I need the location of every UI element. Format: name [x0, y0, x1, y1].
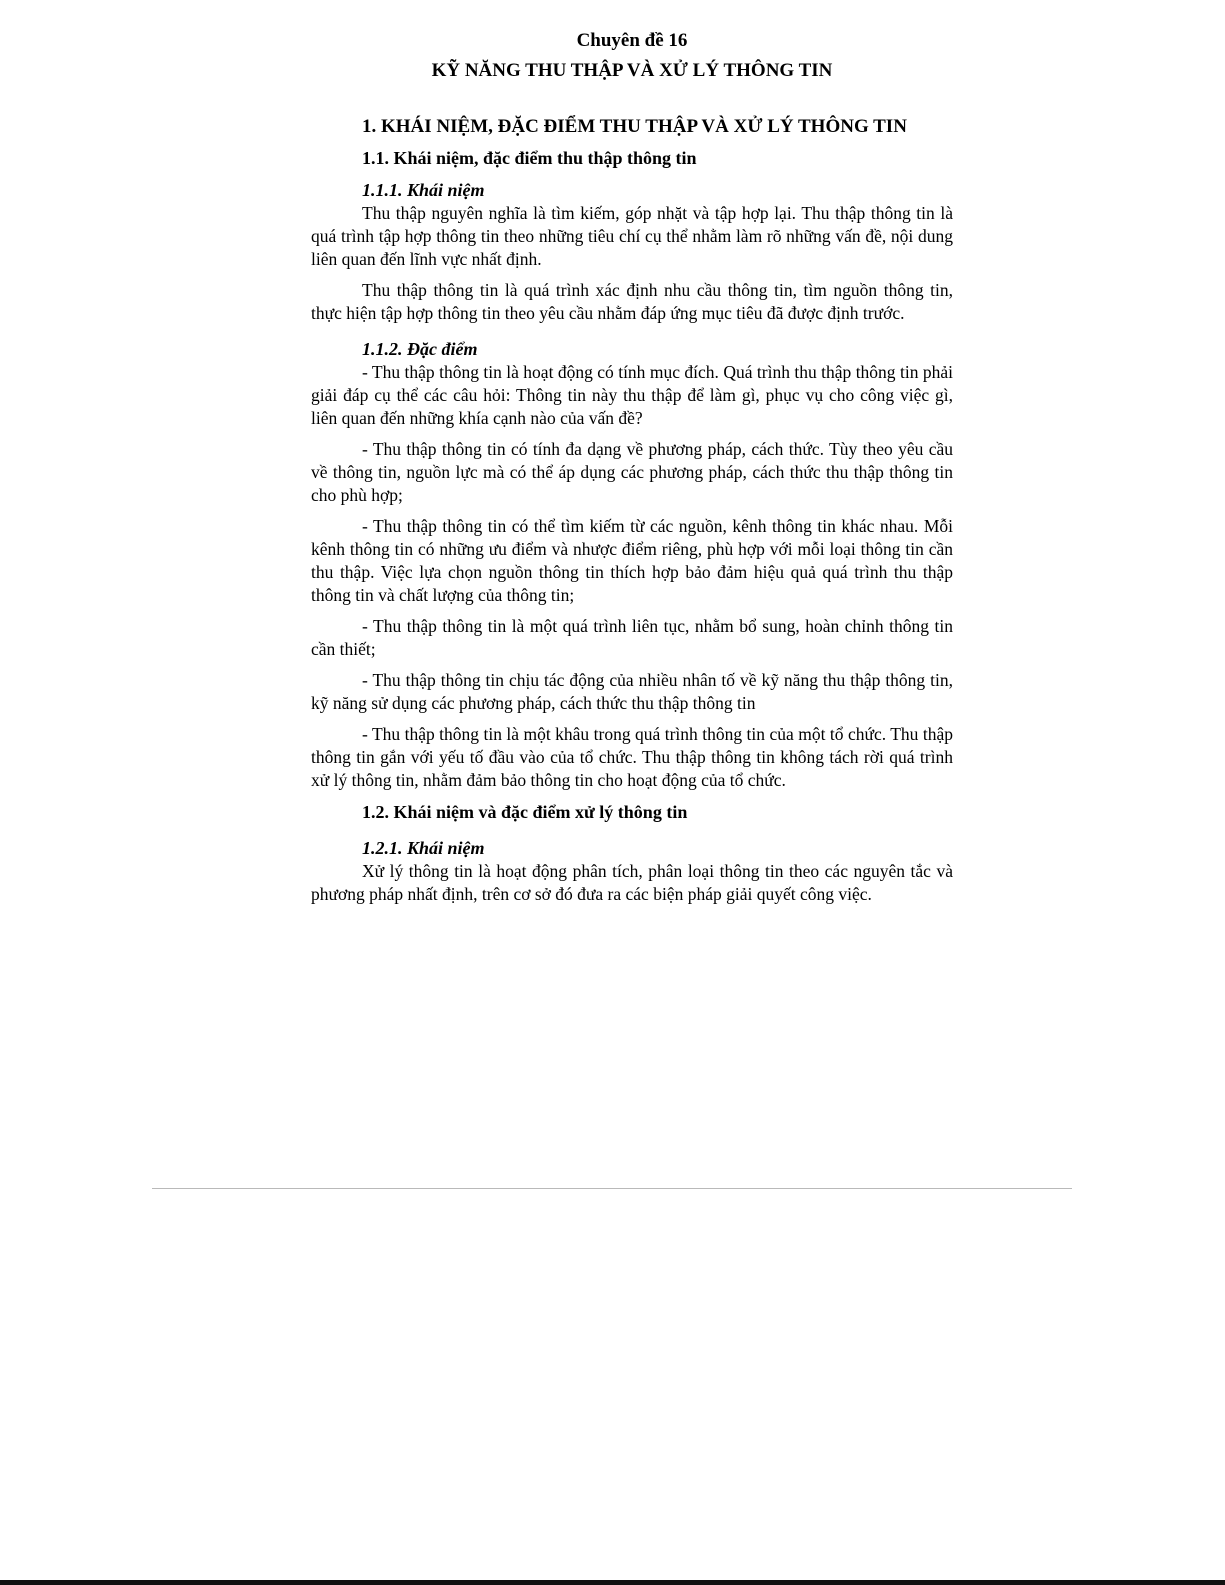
bullet-paragraph: - Thu thập thông tin là một khâu trong quá trình thông tin của một tổ chức. Thu thập thông tin gắn với yếu tố đầu vào của tổ chức. Thu thập thông tin không tách rời quá trình xử lý thông tin, nhằm đảm bảo thông tin cho hoạt động của tổ chức. — [311, 724, 953, 790]
section-1-1-heading: 1.1. Khái niệm, đặc điểm thu thập thông tin — [362, 148, 697, 168]
paragraph: Thu thập thông tin là quá trình xác định nhu cầu thông tin, tìm nguồn thông tin, thực hiện tập hợp thông tin theo yêu cầu nhằm đáp ứng mục tiêu đã được định trước. — [311, 280, 953, 323]
section-1-2-heading: 1.2. Khái niệm và đặc điểm xử lý thông tin — [362, 802, 688, 822]
document-body — [311, 24, 953, 906]
section-1-1-1-heading: 1.1.1. Khái niệm — [362, 180, 485, 200]
paragraph: Thu thập nguyên nghĩa là tìm kiếm, góp nhặt và tập hợp lại. Thu thập thông tin là quá trình tập hợp thông tin theo những tiêu chí cụ thể nhằm làm rõ những vấn đề, nội dung liên quan đến lĩnh vực nhất định. — [311, 203, 953, 269]
section-1-heading: 1. KHÁI NIỆM, ĐẶC ĐIỂM THU THẬP VÀ XỬ LÝ THÔNG TIN — [362, 116, 907, 137]
bullet-paragraph: - Thu thập thông tin là hoạt động có tính mục đích. Quá trình thu thập thông tin phải giải đáp cụ thể các câu hỏi: Thông tin này thu thập để làm gì, phục vụ cho công việc gì, liên quan đến những khía cạnh nào của vấn đề? — [311, 362, 953, 428]
section-1-1-2-heading: 1.1.2. Đặc điểm — [362, 339, 478, 359]
bottom-edge-bar — [0, 1580, 1225, 1585]
chapter-label: Chuyên đề 16 — [576, 30, 688, 51]
page-separator-line — [152, 1188, 1072, 1189]
bullet-paragraph: - Thu thập thông tin có thể tìm kiếm từ các nguồn, kênh thông tin khác nhau. Mỗi kênh thông tin có những ưu điểm và nhược điểm riêng, phù hợp với mỗi loại thông tin cần thu thập. Việc lựa chọn nguồn thông tin thích hợp bảo đảm hiệu quả quá trình thu thập thông tin và chất lượng của thông tin; — [311, 516, 953, 605]
bullet-paragraph: - Thu thập thông tin chịu tác động của nhiều nhân tố về kỹ năng thu thập thông tin, kỹ năng sử dụng các phương pháp, cách thức thu thập thông tin — [311, 670, 953, 713]
bullet-paragraph: - Thu thập thông tin có tính đa dạng về phương pháp, cách thức. Tùy theo yêu cầu về thông tin, nguồn lực mà có thể áp dụng các phương pháp, cách thức thu thập thông tin cho phù hợp; — [311, 439, 953, 505]
document-title: KỸ NĂNG THU THẬP VÀ XỬ LÝ THÔNG TIN — [431, 60, 833, 81]
section-1-2-1-heading: 1.2.1. Khái niệm — [362, 838, 485, 858]
paragraph: Xử lý thông tin là hoạt động phân tích, phân loại thông tin theo các nguyên tắc và phương pháp nhất định, trên cơ sở đó đưa ra các biện pháp giải quyết công việc. — [311, 861, 953, 904]
bullet-paragraph: - Thu thập thông tin là một quá trình liên tục, nhằm bổ sung, hoàn chỉnh thông tin cần thiết; — [311, 616, 953, 659]
